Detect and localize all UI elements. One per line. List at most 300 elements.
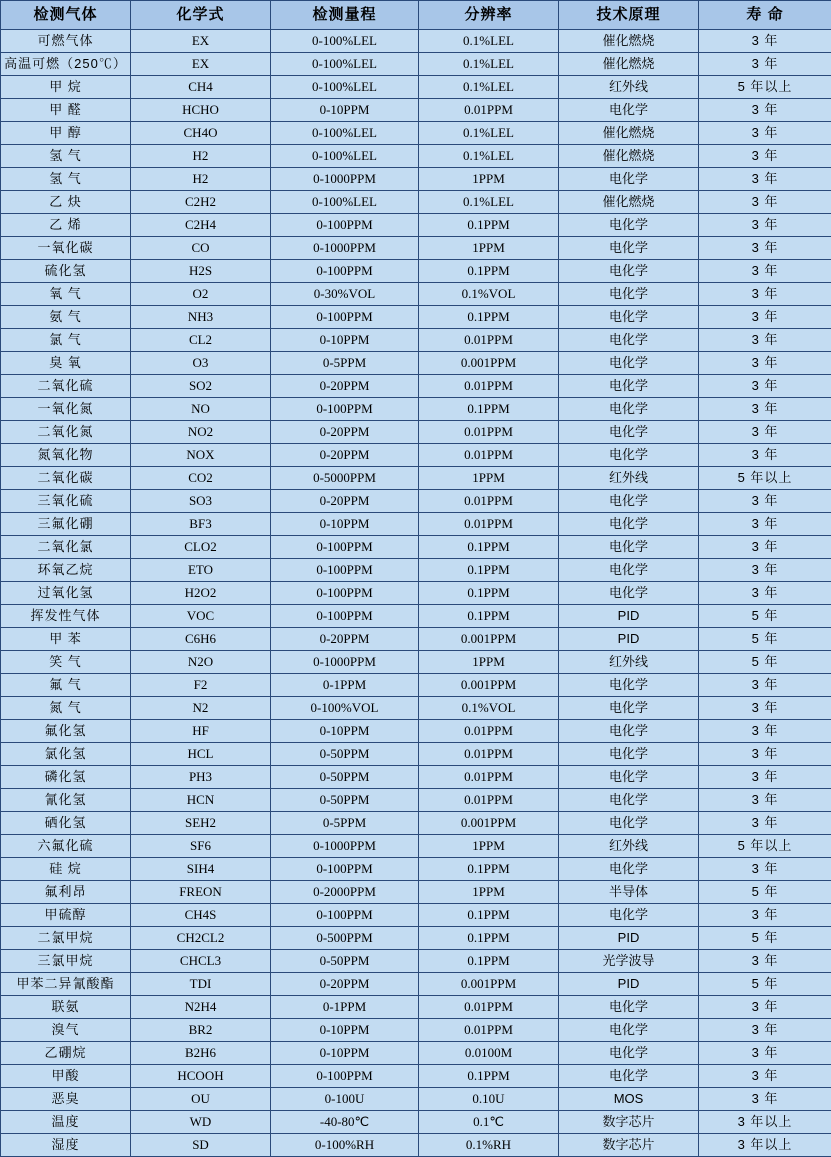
table-body: [1, 30, 831, 1157]
cell-gas: 一氧化碳: [1, 237, 131, 260]
table-row: [1, 352, 831, 375]
cell-formula: PH3: [131, 766, 271, 789]
table-row: [1, 674, 831, 697]
cell-formula: H2O2: [131, 582, 271, 605]
cell-resolution: 0.1PPM: [419, 536, 559, 559]
cell-lifespan: 3 年: [699, 559, 831, 582]
cell-gas: 甲 烷: [1, 76, 131, 99]
cell-resolution: 0.001PPM: [419, 812, 559, 835]
cell-formula: NO2: [131, 421, 271, 444]
cell-resolution: 0.1PPM: [419, 950, 559, 973]
table-row: [1, 582, 831, 605]
cell-range: 0-10PPM: [271, 329, 419, 352]
cell-formula: N2H4: [131, 996, 271, 1019]
cell-lifespan: 3 年: [699, 1088, 831, 1111]
cell-range: 0-1000PPM: [271, 168, 419, 191]
table-row: [1, 1019, 831, 1042]
cell-gas: 硒化氢: [1, 812, 131, 835]
cell-lifespan: 3 年: [699, 283, 831, 306]
cell-range: -40-80℃: [271, 1111, 419, 1134]
cell-range: 0-100%VOL: [271, 697, 419, 720]
cell-formula: CH4S: [131, 904, 271, 927]
cell-formula: CH2CL2: [131, 927, 271, 950]
cell-lifespan: 3 年: [699, 1065, 831, 1088]
cell-resolution: 0.001PPM: [419, 628, 559, 651]
cell-principle: 催化燃烧: [559, 30, 699, 53]
cell-formula: BR2: [131, 1019, 271, 1042]
cell-gas: 溴气: [1, 1019, 131, 1042]
cell-gas: 二氯甲烷: [1, 927, 131, 950]
cell-formula: C6H6: [131, 628, 271, 651]
cell-formula: SO3: [131, 490, 271, 513]
cell-resolution: 0.01PPM: [419, 490, 559, 513]
cell-lifespan: 5 年以上: [699, 467, 831, 490]
cell-resolution: 0.1PPM: [419, 559, 559, 582]
cell-gas: 联氨: [1, 996, 131, 1019]
cell-principle: 电化学: [559, 306, 699, 329]
cell-formula: O2: [131, 283, 271, 306]
cell-principle: 电化学: [559, 421, 699, 444]
cell-formula: HCN: [131, 789, 271, 812]
cell-formula: CH4: [131, 76, 271, 99]
cell-formula: CH4O: [131, 122, 271, 145]
cell-principle: 电化学: [559, 214, 699, 237]
cell-lifespan: 5 年: [699, 628, 831, 651]
cell-formula: EX: [131, 53, 271, 76]
cell-formula: NOX: [131, 444, 271, 467]
cell-resolution: 0.1%VOL: [419, 697, 559, 720]
cell-lifespan: 3 年: [699, 398, 831, 421]
cell-resolution: 0.01PPM: [419, 766, 559, 789]
cell-range: 0-100PPM: [271, 582, 419, 605]
cell-gas: 氯化氢: [1, 743, 131, 766]
table-row: [1, 904, 831, 927]
table-row: [1, 881, 831, 904]
cell-lifespan: 3 年: [699, 444, 831, 467]
cell-range: 0-20PPM: [271, 375, 419, 398]
cell-gas: 氢 气: [1, 145, 131, 168]
cell-resolution: 0.0100M: [419, 1042, 559, 1065]
cell-lifespan: 3 年: [699, 145, 831, 168]
cell-resolution: 0.01PPM: [419, 329, 559, 352]
cell-range: 0-1000PPM: [271, 651, 419, 674]
table-row: [1, 697, 831, 720]
table-row: [1, 191, 831, 214]
cell-gas: 甲 苯: [1, 628, 131, 651]
cell-formula: HF: [131, 720, 271, 743]
cell-principle: 红外线: [559, 835, 699, 858]
cell-principle: 电化学: [559, 812, 699, 835]
cell-range: 0-1000PPM: [271, 835, 419, 858]
table-row: [1, 375, 831, 398]
cell-lifespan: 3 年: [699, 1042, 831, 1065]
cell-range: 0-100PPM: [271, 904, 419, 927]
table-row: [1, 76, 831, 99]
cell-gas: 湿度: [1, 1134, 131, 1157]
cell-formula: TDI: [131, 973, 271, 996]
cell-principle: 红外线: [559, 651, 699, 674]
cell-range: 0-1PPM: [271, 996, 419, 1019]
cell-lifespan: 3 年以上: [699, 1111, 831, 1134]
cell-resolution: 0.01PPM: [419, 1019, 559, 1042]
table-row: [1, 237, 831, 260]
cell-range: 0-10PPM: [271, 720, 419, 743]
table-header: [1, 1, 831, 30]
cell-range: 0-100PPM: [271, 306, 419, 329]
column-header-range: 检测量程: [271, 1, 419, 30]
table-row: [1, 651, 831, 674]
cell-principle: 电化学: [559, 99, 699, 122]
cell-range: 0-20PPM: [271, 421, 419, 444]
cell-resolution: 0.1℃: [419, 1111, 559, 1134]
cell-resolution: 1PPM: [419, 881, 559, 904]
cell-range: 0-100PPM: [271, 260, 419, 283]
cell-range: 0-50PPM: [271, 743, 419, 766]
cell-lifespan: 3 年: [699, 375, 831, 398]
cell-lifespan: 3 年: [699, 30, 831, 53]
cell-gas: 乙 炔: [1, 191, 131, 214]
cell-principle: 电化学: [559, 720, 699, 743]
cell-principle: 电化学: [559, 1065, 699, 1088]
cell-gas: 氟化氢: [1, 720, 131, 743]
cell-range: 0-100PPM: [271, 536, 419, 559]
table-row: [1, 467, 831, 490]
cell-resolution: 1PPM: [419, 168, 559, 191]
cell-lifespan: 5 年: [699, 927, 831, 950]
cell-formula: SF6: [131, 835, 271, 858]
table-row: [1, 283, 831, 306]
cell-principle: 电化学: [559, 513, 699, 536]
cell-principle: 电化学: [559, 168, 699, 191]
cell-lifespan: 3 年: [699, 237, 831, 260]
cell-gas: 氮氧化物: [1, 444, 131, 467]
cell-lifespan: 3 年: [699, 352, 831, 375]
cell-resolution: 0.01PPM: [419, 513, 559, 536]
cell-gas: 笑 气: [1, 651, 131, 674]
cell-principle: 催化燃烧: [559, 145, 699, 168]
cell-formula: NO: [131, 398, 271, 421]
column-header-lifespan: 寿 命: [699, 1, 831, 30]
cell-resolution: 0.1PPM: [419, 605, 559, 628]
cell-range: 0-50PPM: [271, 766, 419, 789]
column-header-principle: 技术原理: [559, 1, 699, 30]
table-row: [1, 260, 831, 283]
table-row: [1, 168, 831, 191]
cell-lifespan: 3 年: [699, 582, 831, 605]
cell-principle: 电化学: [559, 766, 699, 789]
cell-formula: NH3: [131, 306, 271, 329]
cell-resolution: 1PPM: [419, 835, 559, 858]
cell-principle: 催化燃烧: [559, 191, 699, 214]
cell-resolution: 0.01PPM: [419, 99, 559, 122]
cell-lifespan: 3 年: [699, 122, 831, 145]
cell-principle: 电化学: [559, 996, 699, 1019]
cell-resolution: 0.1PPM: [419, 858, 559, 881]
cell-resolution: 0.01PPM: [419, 421, 559, 444]
table-row: [1, 513, 831, 536]
cell-gas: 二氧化氮: [1, 421, 131, 444]
cell-formula: O3: [131, 352, 271, 375]
cell-formula: C2H4: [131, 214, 271, 237]
cell-formula: C2H2: [131, 191, 271, 214]
cell-formula: ETO: [131, 559, 271, 582]
table-row: [1, 30, 831, 53]
cell-principle: 电化学: [559, 444, 699, 467]
cell-formula: F2: [131, 674, 271, 697]
cell-resolution: 0.1PPM: [419, 306, 559, 329]
cell-range: 0-100%RH: [271, 1134, 419, 1157]
cell-range: 0-50PPM: [271, 950, 419, 973]
table-row: [1, 99, 831, 122]
table-row: [1, 122, 831, 145]
cell-gas: 磷化氢: [1, 766, 131, 789]
cell-lifespan: 5 年: [699, 881, 831, 904]
column-header-formula: 化学式: [131, 1, 271, 30]
table-row: [1, 398, 831, 421]
cell-principle: 电化学: [559, 1019, 699, 1042]
cell-gas: 高温可燃（250℃）: [1, 53, 131, 76]
cell-lifespan: 3 年: [699, 306, 831, 329]
table-row: [1, 927, 831, 950]
cell-gas: 乙硼烷: [1, 1042, 131, 1065]
cell-gas: 二氧化碳: [1, 467, 131, 490]
cell-gas: 氟 气: [1, 674, 131, 697]
cell-range: 0-100PPM: [271, 214, 419, 237]
cell-principle: 电化学: [559, 789, 699, 812]
cell-formula: SO2: [131, 375, 271, 398]
cell-lifespan: 3 年: [699, 766, 831, 789]
cell-resolution: 0.1%LEL: [419, 145, 559, 168]
table-row: [1, 1088, 831, 1111]
cell-gas: 三氯甲烷: [1, 950, 131, 973]
cell-lifespan: 3 年: [699, 789, 831, 812]
cell-range: 0-50PPM: [271, 789, 419, 812]
cell-resolution: 0.10U: [419, 1088, 559, 1111]
cell-formula: CHCL3: [131, 950, 271, 973]
table-row: [1, 789, 831, 812]
cell-lifespan: 3 年: [699, 996, 831, 1019]
table-row: [1, 53, 831, 76]
cell-resolution: 1PPM: [419, 467, 559, 490]
cell-resolution: 0.1PPM: [419, 904, 559, 927]
cell-formula: EX: [131, 30, 271, 53]
cell-principle: 电化学: [559, 697, 699, 720]
cell-principle: 数字芯片: [559, 1111, 699, 1134]
cell-principle: 数字芯片: [559, 1134, 699, 1157]
cell-principle: 电化学: [559, 283, 699, 306]
cell-gas: 硫化氢: [1, 260, 131, 283]
cell-lifespan: 3 年: [699, 904, 831, 927]
cell-resolution: 0.1%VOL: [419, 283, 559, 306]
cell-range: 0-5000PPM: [271, 467, 419, 490]
cell-formula: H2: [131, 145, 271, 168]
cell-principle: 电化学: [559, 237, 699, 260]
table-row: [1, 329, 831, 352]
column-header-gas: 检测气体: [1, 1, 131, 30]
table-row: [1, 306, 831, 329]
cell-resolution: 0.01PPM: [419, 743, 559, 766]
cell-lifespan: 3 年: [699, 53, 831, 76]
cell-formula: BF3: [131, 513, 271, 536]
cell-lifespan: 3 年: [699, 1019, 831, 1042]
cell-range: 0-20PPM: [271, 444, 419, 467]
cell-range: 0-5PPM: [271, 812, 419, 835]
table-row: [1, 490, 831, 513]
cell-gas: 甲苯二异氰酸酯: [1, 973, 131, 996]
cell-resolution: 0.01PPM: [419, 996, 559, 1019]
cell-principle: 电化学: [559, 582, 699, 605]
cell-resolution: 0.1PPM: [419, 214, 559, 237]
cell-formula: SIH4: [131, 858, 271, 881]
cell-lifespan: 3 年: [699, 697, 831, 720]
cell-principle: PID: [559, 973, 699, 996]
cell-range: 0-5PPM: [271, 352, 419, 375]
cell-formula: CO2: [131, 467, 271, 490]
cell-resolution: 0.001PPM: [419, 973, 559, 996]
table-row: [1, 766, 831, 789]
cell-range: 0-500PPM: [271, 927, 419, 950]
cell-lifespan: 3 年: [699, 329, 831, 352]
cell-principle: 半导体: [559, 881, 699, 904]
cell-range: 0-100PPM: [271, 398, 419, 421]
cell-range: 0-100%LEL: [271, 145, 419, 168]
cell-resolution: 0.1%LEL: [419, 122, 559, 145]
table-row: [1, 743, 831, 766]
cell-range: 0-30%VOL: [271, 283, 419, 306]
cell-range: 0-100U: [271, 1088, 419, 1111]
cell-principle: 电化学: [559, 375, 699, 398]
cell-range: 0-10PPM: [271, 513, 419, 536]
cell-range: 0-1PPM: [271, 674, 419, 697]
cell-lifespan: 3 年: [699, 214, 831, 237]
cell-resolution: 1PPM: [419, 237, 559, 260]
cell-range: 0-100PPM: [271, 605, 419, 628]
table-row: [1, 1134, 831, 1157]
cell-range: 0-20PPM: [271, 490, 419, 513]
cell-gas: 三氟化硼: [1, 513, 131, 536]
cell-lifespan: 3 年: [699, 536, 831, 559]
cell-gas: 一氧化氮: [1, 398, 131, 421]
table-row: [1, 559, 831, 582]
table-row: [1, 812, 831, 835]
cell-resolution: 1PPM: [419, 651, 559, 674]
cell-resolution: 0.01PPM: [419, 789, 559, 812]
cell-principle: 电化学: [559, 858, 699, 881]
cell-principle: 电化学: [559, 674, 699, 697]
cell-range: 0-10PPM: [271, 1019, 419, 1042]
cell-principle: 电化学: [559, 1042, 699, 1065]
cell-range: 0-20PPM: [271, 973, 419, 996]
table-row: [1, 628, 831, 651]
cell-gas: 六氟化硫: [1, 835, 131, 858]
cell-principle: 电化学: [559, 260, 699, 283]
cell-gas: 氰化氢: [1, 789, 131, 812]
cell-lifespan: 3 年: [699, 490, 831, 513]
cell-range: 0-100%LEL: [271, 76, 419, 99]
cell-resolution: 0.001PPM: [419, 352, 559, 375]
cell-range: 0-100%LEL: [271, 191, 419, 214]
cell-formula: HCL: [131, 743, 271, 766]
cell-principle: 电化学: [559, 398, 699, 421]
cell-formula: HCOOH: [131, 1065, 271, 1088]
cell-gas: 氮 气: [1, 697, 131, 720]
cell-principle: PID: [559, 927, 699, 950]
table-row: [1, 605, 831, 628]
cell-gas: 乙 烯: [1, 214, 131, 237]
cell-resolution: 0.01PPM: [419, 444, 559, 467]
cell-lifespan: 3 年: [699, 191, 831, 214]
cell-gas: 硅 烷: [1, 858, 131, 881]
cell-principle: 红外线: [559, 467, 699, 490]
cell-gas: 氨 气: [1, 306, 131, 329]
cell-resolution: 0.1PPM: [419, 582, 559, 605]
cell-resolution: 0.1%LEL: [419, 76, 559, 99]
cell-lifespan: 5 年以上: [699, 76, 831, 99]
cell-lifespan: 3 年: [699, 421, 831, 444]
cell-gas: 二氧化硫: [1, 375, 131, 398]
cell-principle: 电化学: [559, 536, 699, 559]
table-row: [1, 858, 831, 881]
cell-lifespan: 3 年: [699, 858, 831, 881]
cell-gas: 氢 气: [1, 168, 131, 191]
cell-lifespan: 3 年: [699, 168, 831, 191]
cell-lifespan: 3 年: [699, 812, 831, 835]
table-row: [1, 720, 831, 743]
cell-gas: 甲 醛: [1, 99, 131, 122]
table-row: [1, 1065, 831, 1088]
cell-formula: WD: [131, 1111, 271, 1134]
cell-resolution: 0.01PPM: [419, 375, 559, 398]
cell-lifespan: 3 年: [699, 99, 831, 122]
cell-formula: HCHO: [131, 99, 271, 122]
cell-principle: 电化学: [559, 490, 699, 513]
cell-resolution: 0.1PPM: [419, 1065, 559, 1088]
cell-lifespan: 5 年: [699, 605, 831, 628]
cell-principle: 催化燃烧: [559, 122, 699, 145]
table-row: [1, 421, 831, 444]
cell-resolution: 0.01PPM: [419, 720, 559, 743]
table-row: [1, 536, 831, 559]
cell-principle: MOS: [559, 1088, 699, 1111]
cell-range: 0-100%LEL: [271, 30, 419, 53]
cell-formula: OU: [131, 1088, 271, 1111]
table-row: [1, 145, 831, 168]
cell-formula: SD: [131, 1134, 271, 1157]
cell-gas: 环氧乙烷: [1, 559, 131, 582]
cell-principle: 电化学: [559, 329, 699, 352]
cell-principle: 红外线: [559, 76, 699, 99]
cell-resolution: 0.1%RH: [419, 1134, 559, 1157]
table-row: [1, 1111, 831, 1134]
table-row: [1, 1042, 831, 1065]
cell-gas: 可燃气体: [1, 30, 131, 53]
cell-lifespan: 3 年: [699, 743, 831, 766]
header-row: [1, 1, 831, 30]
cell-formula: B2H6: [131, 1042, 271, 1065]
cell-principle: PID: [559, 605, 699, 628]
cell-formula: VOC: [131, 605, 271, 628]
cell-gas: 臭 氧: [1, 352, 131, 375]
cell-gas: 温度: [1, 1111, 131, 1134]
cell-gas: 挥发性气体: [1, 605, 131, 628]
cell-gas: 恶臭: [1, 1088, 131, 1111]
cell-gas: 氯 气: [1, 329, 131, 352]
cell-lifespan: 5 年: [699, 973, 831, 996]
cell-range: 0-100PPM: [271, 1065, 419, 1088]
cell-gas: 三氧化硫: [1, 490, 131, 513]
cell-gas: 甲 醇: [1, 122, 131, 145]
table-row: [1, 444, 831, 467]
